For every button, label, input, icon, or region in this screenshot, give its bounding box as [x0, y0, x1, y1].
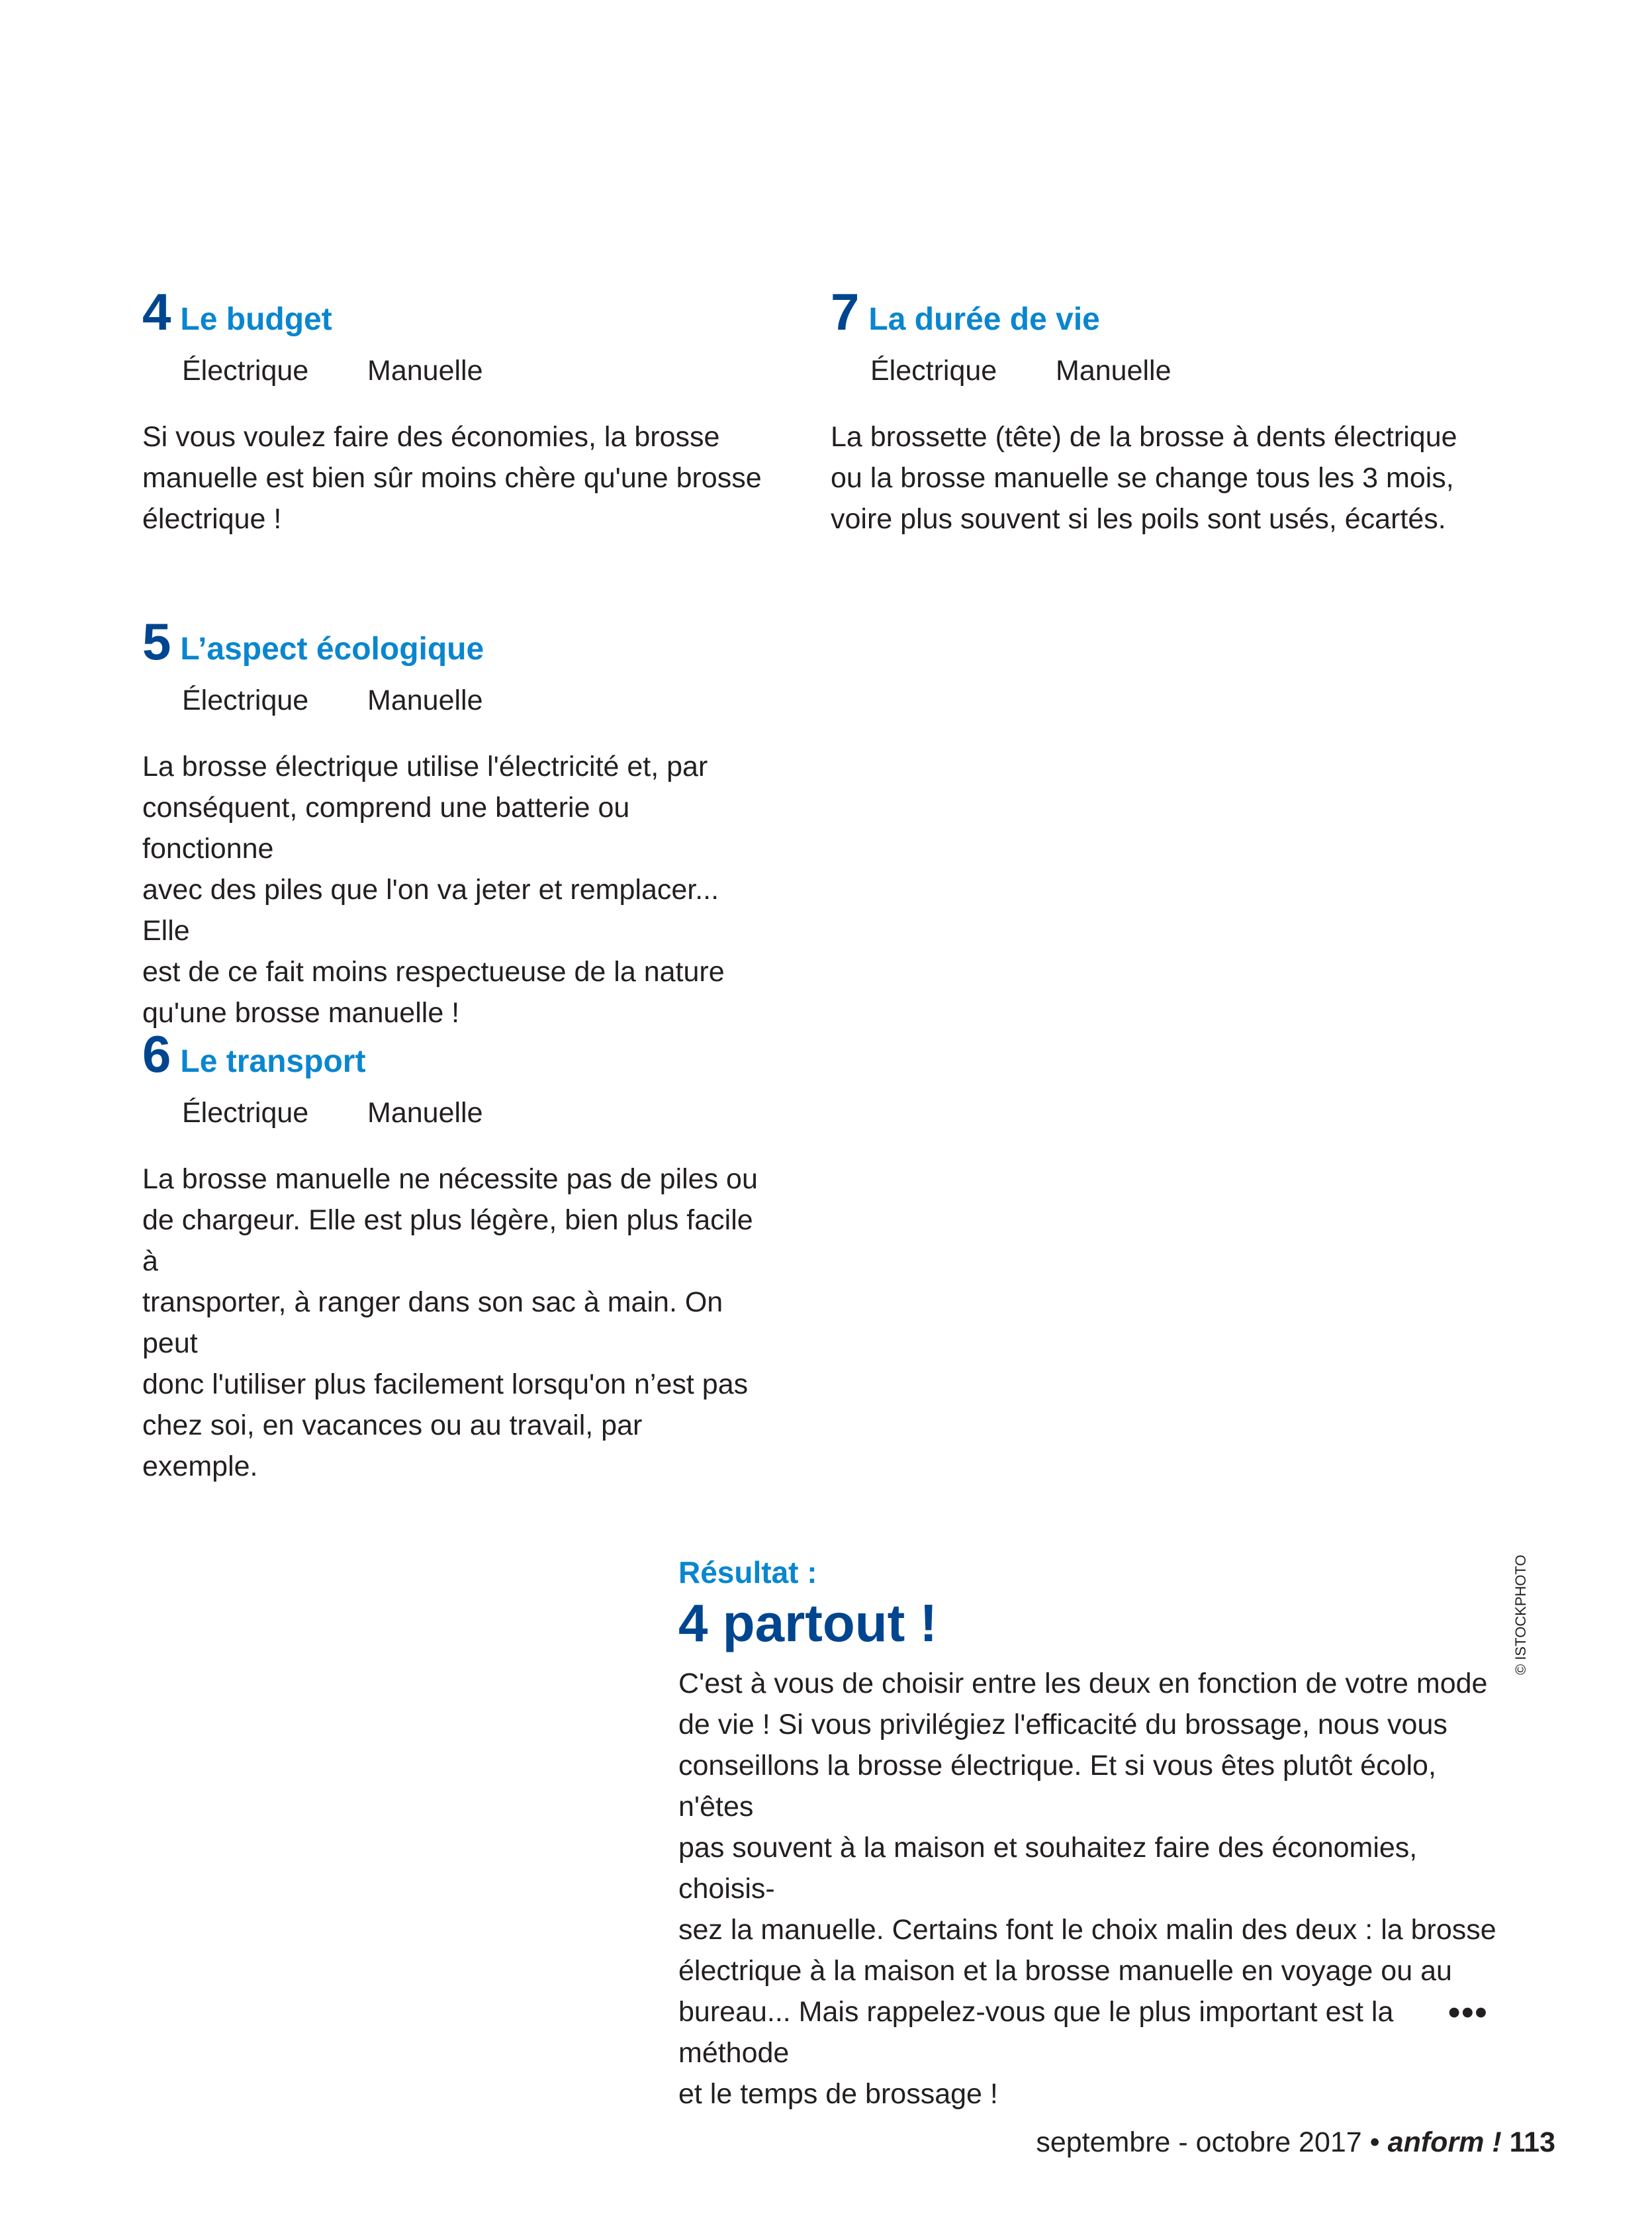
options-row — [831, 355, 1492, 387]
section-heading — [142, 1025, 764, 1083]
continuation-ellipsis: ••• — [1448, 1993, 1489, 2032]
section-budget — [142, 283, 764, 540]
photo-credit-text: © ISTOCKPHOTO — [1512, 1554, 1529, 1675]
section-heading — [142, 612, 764, 671]
section-title: Le budget — [180, 302, 332, 337]
section-number: 4 — [142, 283, 171, 341]
option-manual: Manuelle — [367, 685, 483, 716]
section-body: La brossette (tête) de la brosse à dents électrique ou la brosse manuelle se change tous les 3 mois, voire plus souvent si les poils sont usés, écartés. — [831, 421, 1457, 535]
section-number: 7 — [831, 283, 860, 341]
section-title: L’aspect écologique — [180, 632, 484, 667]
footer-issue: septembre - octobre 2017 — [1036, 2126, 1362, 2158]
section-title: Le transport — [180, 1044, 366, 1079]
options-row — [142, 685, 764, 717]
option-electric: Électrique — [870, 355, 997, 387]
section-number: 5 — [142, 612, 171, 671]
result-title: 4 partout ! — [678, 1593, 938, 1652]
option-electric: Électrique — [182, 685, 309, 716]
section-body: La brosse électrique utilise l'électricité et, par conséquent, comprend une batterie ou fonctionne avec des piles que l'on va jeter et remplacer... Elle est de ce fait moins respectueuse de la nature qu'une brosse manuelle ! — [142, 751, 725, 1029]
section-number: 6 — [142, 1025, 171, 1083]
section-heading — [142, 283, 764, 341]
result-body: C'est à vous de choisir entre les deux en fonction de votre mode de vie ! Si vous privilégiez l'efficacité du brossage, nous vous conseillons la brosse électrique. Et si vous êtes plutôt écolo, n'êtes pas souvent à la maison et souhaitez faire des économies, choisis- sez la manuelle. Certains font le choix malin des deux : la brosse électrique à la maison et la brosse manuelle en voyage ou au bureau... Mais rappelez-vous que le plus important est la méthode et le temps de brossage ! — [678, 1668, 1496, 2110]
section-heading — [831, 283, 1492, 341]
section-title: La durée de vie — [868, 302, 1100, 337]
section-lifespan — [831, 283, 1492, 540]
option-electric: Électrique — [182, 1097, 309, 1129]
footer-separator: • — [1361, 2126, 1388, 2158]
section-body: Si vous voulez faire des économies, la brosse manuelle est bien sûr moins chère qu'une brosse électrique ! — [142, 421, 762, 535]
option-manual: Manuelle — [1056, 355, 1171, 387]
section-transport — [142, 1025, 764, 1487]
page-number: 113 — [1509, 2126, 1555, 2158]
result-box — [678, 1557, 1506, 2115]
page-footer — [1036, 2126, 1555, 2159]
option-manual: Manuelle — [367, 355, 483, 387]
options-row — [142, 355, 764, 387]
photo-credit — [1512, 1556, 1631, 1675]
option-electric: Électrique — [182, 355, 309, 387]
options-row — [142, 1097, 764, 1129]
section-body: La brosse manuelle ne nécessite pas de piles ou de chargeur. Elle est plus légère, bien plus facile à transporter, à ranger dans son sac à main. On peut donc l'utiliser plus facilement lorsqu'on n’est pas chez soi, en vacances ou au travail, par exemple. — [142, 1163, 758, 1482]
result-label: Résultat : — [678, 1555, 817, 1590]
footer-brand: anform ! — [1387, 2126, 1502, 2158]
option-manual: Manuelle — [367, 1097, 483, 1129]
section-ecology — [142, 612, 764, 1033]
